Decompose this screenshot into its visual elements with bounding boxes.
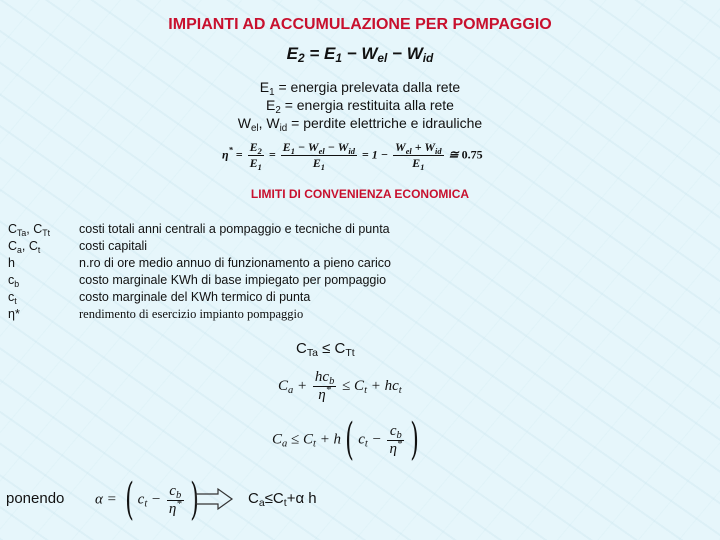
ponendo-label: ponendo [6,490,65,507]
definition-e2: $E_2$ = energia restituita alla rete [266,97,454,116]
description-list [79,221,391,323]
symbol-cb: $c_b$ [8,273,20,289]
energy-balance-equation: $E_2 = E_1 - W_{el} - W_{id}$ [286,44,434,65]
symbol-cta-ctt: $C_{Ta}$, $C_{Tt}$ [8,222,51,238]
description-item: rendimento di esercizio impianto pompaggio [79,307,304,321]
alpha-definition: α = ( $c_t$ − $\frac{c_b}{\eta^*}$ ) [95,474,199,525]
symbol-ct: $c_t$ [8,290,17,306]
efficiency-bound-value: 0.75 [461,147,483,162]
inequality-total-costs: $C_{Ta} \le C_{Tt}$ [296,340,355,359]
definition-losses: $W_{el}$, $W_{id}$ = perdite elettriche e idrauliche [237,115,483,134]
symbol-list [8,221,50,323]
efficiency-formula: η* = $\frac{E_2}{E_1}$ = $\frac{E_1 - W_{el} - W_{id}}{E_1}$ = 1 − $\frac{W_{el} + W_{id}}{E_1}$ ≅ 0.75 [222,140,483,172]
definition-e1: $E_1$ = energia prelevata dalla rete [259,79,461,98]
symbol-ca-ct: $C_a$, $C_t$ [8,239,41,255]
right-arrow-icon [194,487,234,511]
section-title: LIMITI DI CONVENIENZA ECONOMICA [250,187,470,201]
energy-definitions [0,78,720,132]
inequality-expanded: $C_a$ + $\frac{hc_b}{\eta^*}$ ≤ $C_t + hc_t$ [278,369,402,403]
description-item: costo marginale KWh di base impiegato per pompaggio [79,273,387,287]
description-item: costo marginale del KWh termico di punta [79,290,311,304]
inequality-grouped: $C_a \le C_t + h$( $c_t$ − $\frac{c_b}{\eta^*}$ ) [272,414,420,465]
description-item: costi totali anni centrali a pompaggio e tecniche di punta [79,222,390,236]
slide-title: IMPIANTI AD ACCUMULAZIONE PER POMPAGGIO [168,16,552,33]
description-item: n.ro di ore medio annuo di funzionamento a pieno carico [79,256,392,270]
description-item: costi capitali [79,239,148,253]
symbol-h: h [8,256,15,270]
symbol-eta: η* [8,307,20,321]
final-formula: $C_a\le C_t+\alpha$ h [248,490,317,509]
